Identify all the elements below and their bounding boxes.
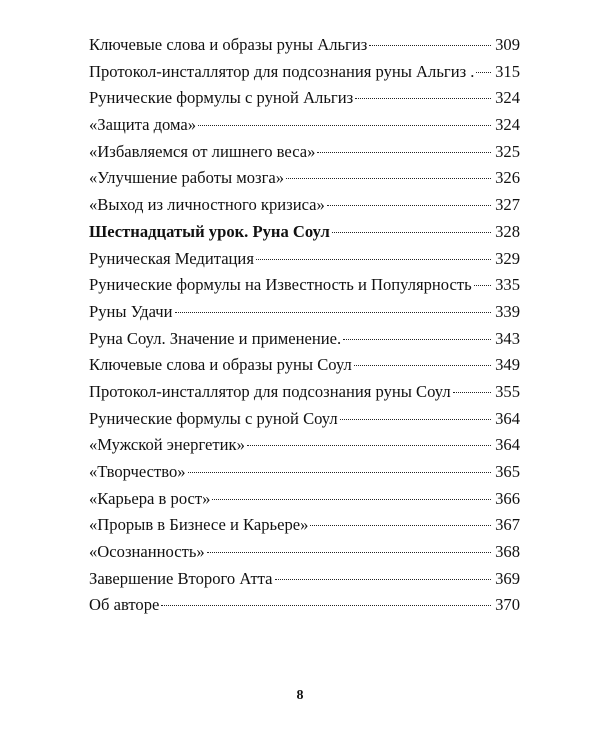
toc-entry (89, 406, 520, 433)
dot-leader (198, 125, 491, 126)
toc-entry-title: «Защита дома» (89, 115, 197, 135)
toc-entry (89, 459, 520, 486)
toc-entry-page: 364 (495, 408, 520, 428)
toc-entry (89, 85, 520, 112)
dot-leader (256, 259, 491, 260)
toc-entry-title: Протокол-инсталлятор для подсознания руны Соул (89, 381, 451, 401)
toc-entry-title: «Осознанность» (89, 542, 205, 562)
dot-leader (207, 552, 491, 553)
toc-entry-title: «Прорыв в Бизнесе и Карьере» (89, 515, 309, 535)
toc-entry-page: 328 (495, 221, 520, 241)
toc-entry-page: 368 (495, 542, 520, 562)
toc-entry-title: Завершение Второго Атта (89, 568, 273, 588)
dot-leader (354, 365, 491, 366)
toc-entry-title: «Улучшение работы мозга» (89, 168, 285, 188)
toc-entry-page: 329 (495, 248, 520, 268)
dot-leader (369, 45, 491, 46)
toc-entry-title: «Карьера в рост» (89, 488, 211, 508)
toc-entry-title: «Мужской энергетик» (89, 435, 245, 455)
toc-entry-title: «Творчество» (89, 462, 186, 481)
toc-entry-page: 366 (495, 488, 520, 508)
toc-entry-page: 309 (495, 35, 520, 54)
toc-entry (89, 326, 520, 353)
dot-leader (275, 579, 492, 580)
toc-entry-page: 325 (495, 141, 520, 161)
toc-entry-title: Рунические формулы с руной Альгиз (89, 88, 354, 108)
dot-leader (212, 499, 491, 500)
toc-entry-page: 365 (495, 462, 520, 481)
dot-leader (188, 472, 492, 473)
toc-entry (89, 59, 520, 86)
dot-leader (161, 605, 491, 606)
toc-entry (89, 432, 520, 459)
toc-entry-title: «Избавляемся от лишнего веса» (89, 141, 316, 161)
toc-entry (89, 192, 520, 219)
dot-leader (286, 178, 491, 179)
toc-entry-page: 343 (495, 328, 520, 348)
toc-entry-title: Об авторе (89, 595, 160, 615)
toc-entry-page: 367 (495, 515, 520, 535)
dot-leader (247, 445, 491, 446)
toc-entry-page: 370 (495, 595, 520, 615)
toc-entry-page: 326 (495, 168, 520, 188)
toc-entry (89, 272, 520, 299)
dot-leader (327, 205, 491, 206)
toc-entry-page: 369 (495, 568, 520, 588)
toc-entry (89, 379, 520, 406)
toc-entry-title: Руна Соул. Значение и применение. (89, 328, 342, 348)
dot-leader (310, 525, 491, 526)
page-number: 8 (296, 688, 304, 703)
toc-entry (89, 352, 520, 379)
toc-entry-title: Шестнадцатый урок. Руна Соул (89, 221, 330, 241)
toc-entry-page: 364 (495, 435, 520, 455)
dot-leader (453, 392, 491, 393)
toc-entry (89, 512, 520, 539)
toc-entry-page: 355 (495, 381, 520, 401)
dot-leader (332, 232, 491, 233)
toc-entry-title: Руны Удачи (89, 301, 173, 321)
toc-entry-page: 324 (495, 88, 520, 108)
toc-entry (89, 112, 520, 139)
toc-entry (89, 566, 520, 593)
toc-entry (89, 32, 520, 59)
toc-entry (89, 219, 520, 246)
toc-entry (89, 165, 520, 192)
toc-entry-page: 315 (495, 61, 520, 81)
toc-entry-page: 339 (495, 301, 520, 321)
toc-entry-title: Рунические формулы на Известность и Популярность (89, 275, 472, 295)
toc-entry-title: Ключевые слова и образы руны Альгиз (89, 35, 368, 54)
toc-entry (89, 139, 520, 166)
dot-leader (355, 98, 491, 99)
toc-entry-title: Рунические формулы с руной Соул (89, 408, 338, 428)
toc-entry-title: Ключевые слова и образы руны Соул (89, 355, 352, 375)
toc-entry-page: 349 (495, 355, 520, 375)
toc-entry (89, 299, 520, 326)
toc-entry-page: 324 (495, 115, 520, 135)
toc-entry (89, 592, 520, 619)
toc-entry-title: Руническая Медитация (89, 248, 254, 268)
table-of-contents (89, 32, 520, 619)
dot-leader (340, 419, 491, 420)
dot-leader (476, 72, 491, 73)
toc-entry-title: Протокол-инсталлятор для подсознания руны Альгиз . (89, 61, 475, 81)
toc-entry (89, 246, 520, 273)
toc-entry-page: 335 (495, 275, 520, 295)
toc-entry-page: 327 (495, 195, 520, 215)
toc-entry (89, 539, 520, 566)
dot-leader (175, 312, 492, 313)
dot-leader (474, 285, 491, 286)
dot-leader (343, 339, 491, 340)
toc-entry-title: «Выход из личностного кризиса» (89, 195, 325, 215)
toc-entry (89, 486, 520, 513)
dot-leader (317, 152, 491, 153)
